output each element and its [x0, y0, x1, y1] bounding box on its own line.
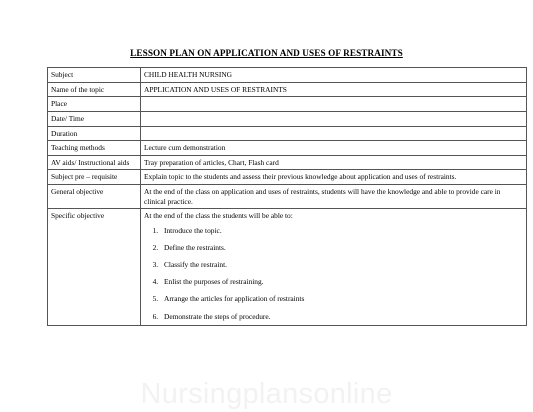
page-title: LESSON PLAN ON APPLICATION AND USES OF RESTRAINTS [130, 48, 403, 58]
table-row-topic [48, 82, 527, 97]
list-item: 3. Classify the restraint. [160, 260, 523, 270]
table-row-general-objective [48, 185, 527, 209]
list-item: 5. Arrange the articles for application of restraints [160, 294, 523, 304]
row-label: Teaching methods [48, 141, 141, 156]
row-value [141, 126, 527, 141]
lesson-plan-table [47, 67, 527, 326]
watermark: Nursingplansonline [140, 378, 393, 410]
table-row-av-aids [48, 155, 527, 170]
objectives-intro: At the end of the class the students will be able to: [144, 211, 293, 221]
row-label: Subject pre – requisite [48, 170, 141, 185]
table-row-subject [48, 68, 527, 83]
row-label: AV aids/ Instructional aids [48, 155, 141, 170]
list-item: 2. Define the restraints. [160, 243, 523, 253]
row-value: At the end of the class on application and uses of restraints, students will have the knowledge and able to provide care in clinical practice. [141, 185, 527, 209]
row-value: Lecture cum demonstration [141, 141, 527, 156]
table-row-duration [48, 126, 527, 141]
row-label: Place [48, 97, 141, 112]
row-label: Specific objective [48, 209, 141, 326]
row-label: Duration [48, 126, 141, 141]
list-item: 4. Enlist the purposes of restraining. [160, 277, 523, 287]
table-row-specific-objective [48, 209, 527, 326]
list-item: 1. Introduce the topic. [160, 226, 523, 236]
row-value: Explain topic to the students and assess their previous knowledge about application and uses of restraints. [141, 170, 527, 185]
row-value [141, 111, 527, 126]
row-value [141, 209, 527, 326]
row-value: CHILD HEALTH NURSING [141, 68, 527, 83]
row-label: Subject [48, 68, 141, 83]
table-row-date-time [48, 111, 527, 126]
table-row-place [48, 97, 527, 112]
objectives-list [144, 226, 523, 321]
row-label: Name of the topic [48, 82, 141, 97]
row-label: General objective [48, 185, 141, 209]
row-value: Tray preparation of articles, Chart, Flash card [141, 155, 527, 170]
table-row-prerequisite [48, 170, 527, 185]
row-value: APPLICATION AND USES OF RESTRAINTS [141, 82, 527, 97]
row-label: Date/ Time [48, 111, 141, 126]
list-item: 6. Demonstrate the steps of procedure. [160, 312, 523, 322]
table-row-teaching-methods [48, 141, 527, 156]
row-value [141, 97, 527, 112]
